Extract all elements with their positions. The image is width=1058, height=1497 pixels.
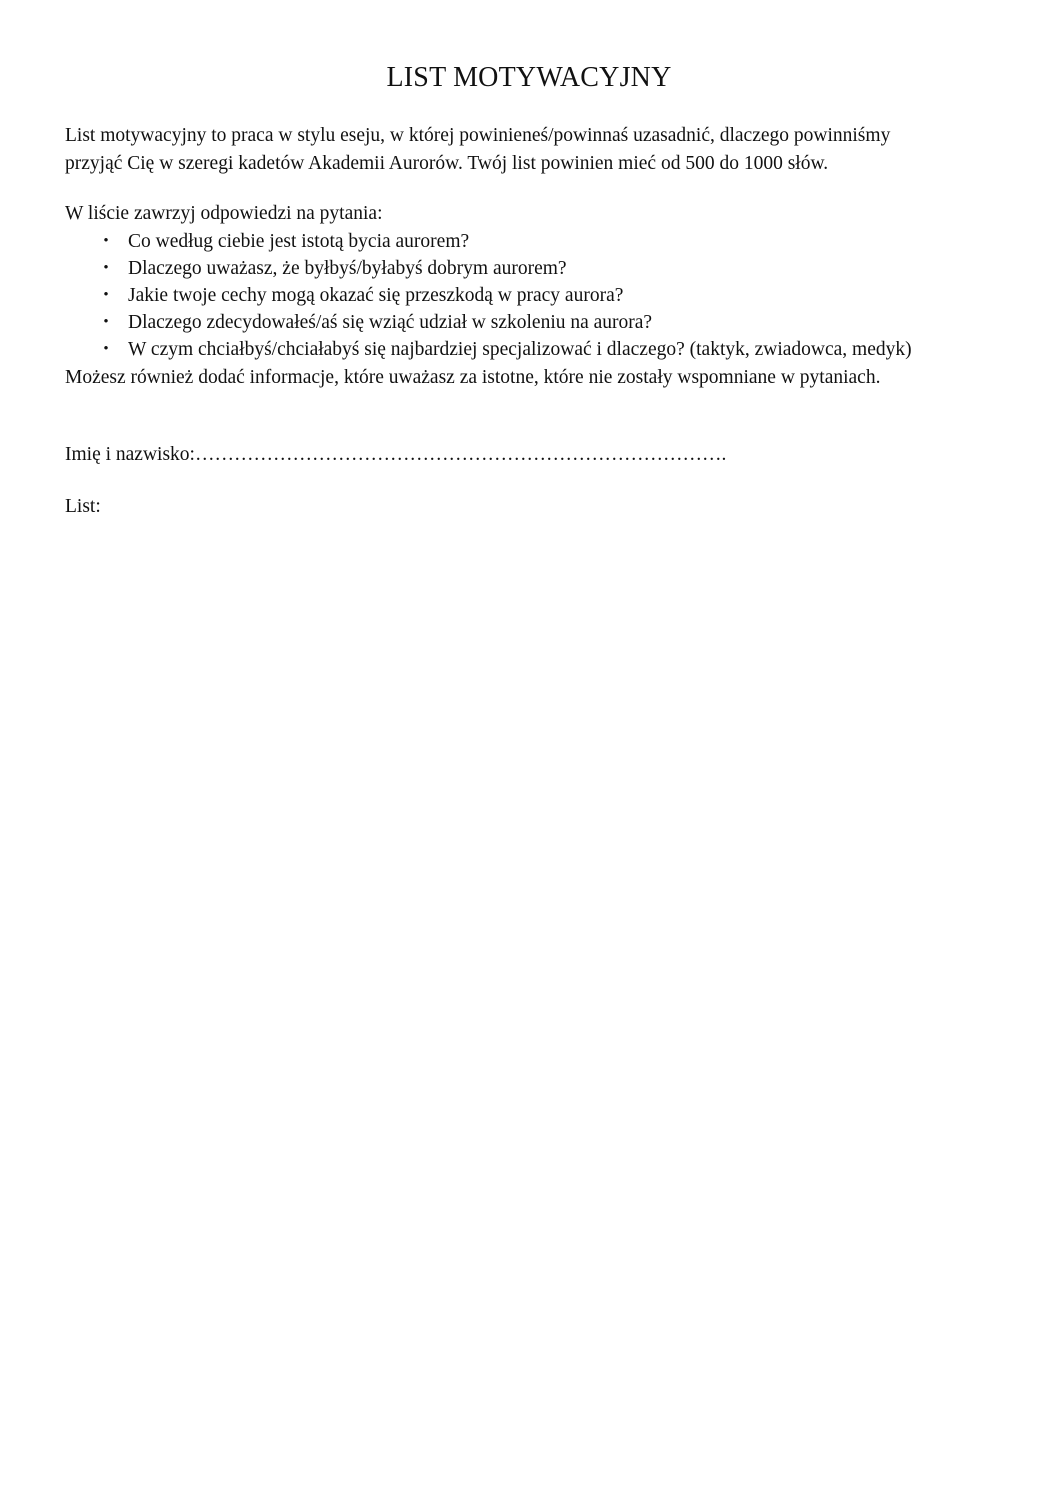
intro-paragraph [65, 122, 1005, 178]
intro-line: List motywacyjny to praca w stylu eseju, w której powinieneś/powinnaś uzasadnić, dlaczego powinniśmy [65, 125, 891, 146]
bullet-icon: • [103, 314, 109, 330]
name-field-line: Imię i nazwisko:………………………………………………………………………. [65, 444, 727, 465]
question-item [65, 228, 912, 255]
question-text: Dlaczego uważasz, że byłbyś/byłabyś dobrym aurorem? [128, 258, 567, 279]
question-item [65, 336, 912, 363]
question-item [65, 255, 912, 282]
bullet-icon: • [103, 233, 109, 249]
question-text: Co według ciebie jest istotą bycia aurorem? [128, 231, 470, 252]
question-item [65, 282, 912, 309]
letter-label: List: [65, 496, 101, 517]
bullet-icon: • [103, 341, 109, 357]
bullet-icon: • [103, 260, 109, 276]
question-list [65, 228, 912, 363]
extra-note: Możesz również dodać informacje, które uważasz za istotne, które nie zostały wspomniane w pytaniach. [65, 367, 881, 388]
question-text: Jakie twoje cechy mogą okazać się przeszkodą w pracy aurora? [128, 285, 624, 306]
question-item [65, 309, 912, 336]
document-title: LIST MOTYWACYJNY [386, 62, 672, 93]
question-text: Dlaczego zdecydowałeś/aś się wziąć udział w szkoleniu na aurora? [128, 312, 653, 333]
question-text: W czym chciałbyś/chciałabyś się najbardziej specjalizować i dlaczego? (taktyk, zwiadowca, medyk) [128, 339, 912, 360]
intro-line: przyjąć Cię w szeregi kadetów Akademii Aurorów. Twój list powinien mieć od 500 do 1000 słów. [65, 153, 829, 174]
questions-heading: W liście zawrzyj odpowiedzi na pytania: [65, 203, 383, 224]
bullet-icon: • [103, 287, 109, 303]
